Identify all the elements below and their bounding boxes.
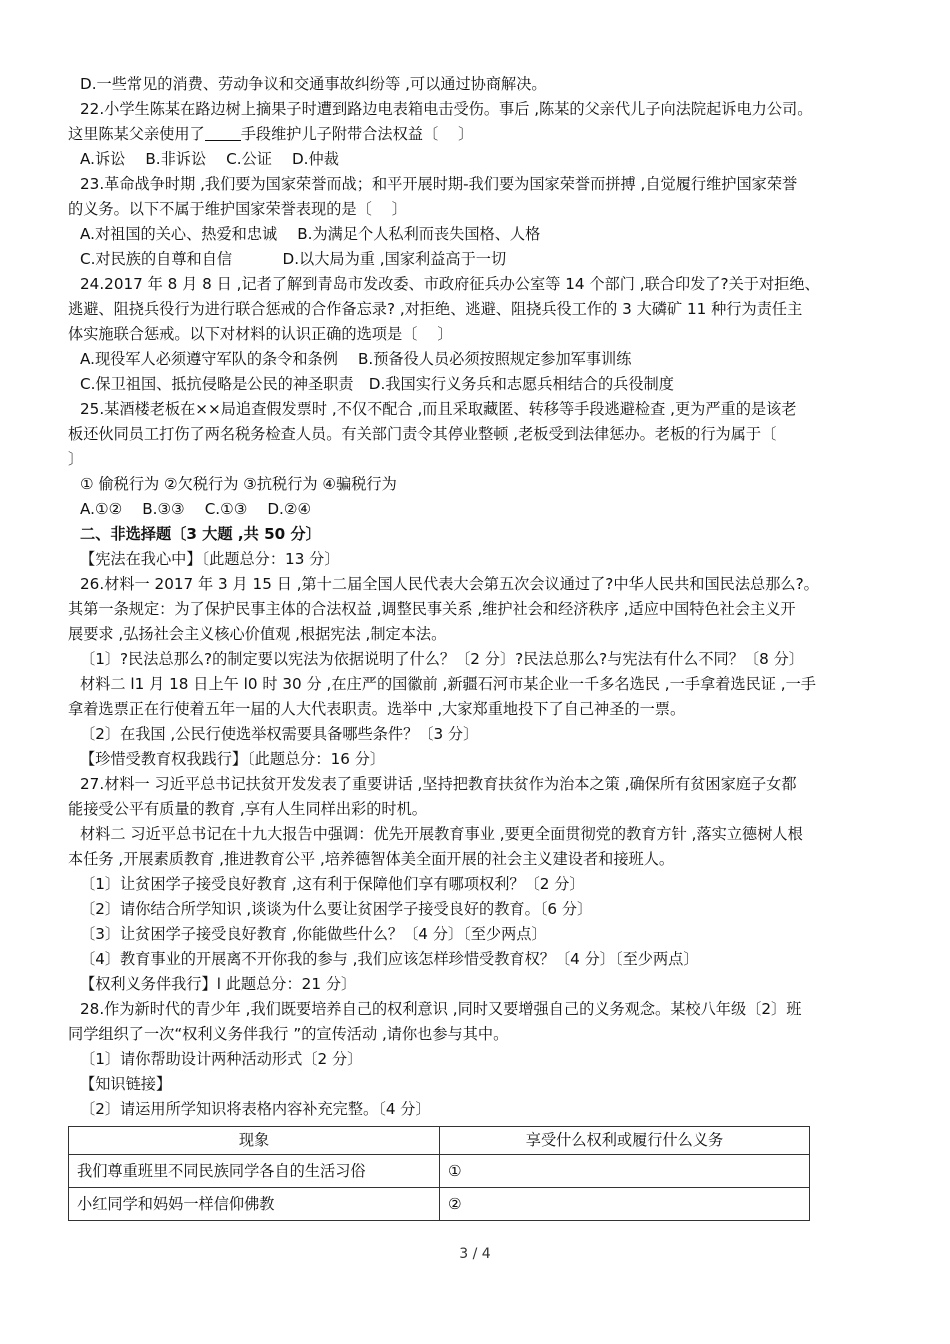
table-cell: 小红同学和妈妈一样信仰佛教	[69, 1188, 440, 1221]
question-24-options-ab: A.现役军人必须遵守军队的条令和条例 B.预备役人员必须按照规定参加军事训练	[80, 350, 632, 368]
question-26-material-2-line-2: 拿着选票正在行使着五年一届的人大代表职责。选举中 ,大家郑重地投下了自己神圣的一票。	[68, 700, 686, 718]
question-27-sub-2: 〔2〕请你结合所学知识 ,谈谈为什么要让贫困学子接受良好的教育。〔6 分〕	[80, 900, 593, 918]
knowledge-table	[68, 1126, 810, 1221]
question-27-line-1: 27.材料一 习近平总书记扶贫开发发表了重要讲话 ,坚持把教育扶贫作为治本之策 ,确保所有贫困家庭子女都	[80, 775, 797, 793]
question-22-line-2	[68, 122, 898, 147]
table-header-rights-duties: 享受什么权利或履行什么义务	[440, 1127, 810, 1155]
fill-in-blank	[205, 124, 241, 141]
question-22-line-1: 22.小学生陈某在路边树上摘果子时遭到路边电表箱电击受伤。事后 ,陈某的父亲代儿子向法院起诉电力公司。	[80, 100, 813, 118]
question-22-pre: 这里陈某父亲使用了	[68, 125, 205, 143]
question-26-line-2: 其第一条规定：为了保护民事主体的合法权益 ,调整民事关系 ,维护社会和经济秩序 ,适应中国特色社会主义开	[68, 600, 796, 618]
question-27-material-2-line-1: 材料二 习近平总书记在十九大报告中强调：优先开展教育事业 ,要更全面贯彻党的教育方针 ,落实立德树人根	[80, 825, 803, 843]
question-27-sub-3: 〔3〕让贫困学子接受良好教育 ,你能做些什么？〔4 分〕〔至少两点〕	[80, 925, 547, 943]
question-22-options: A.诉讼 B.非诉讼 C.公证 D.仲裁	[80, 150, 339, 168]
table-cell-answer: ①	[440, 1155, 810, 1188]
question-26-sub-1: 〔1〕?民法总那么?的制定要以宪法为依据说明了什么？〔2 分〕?民法总那么?与宪法有什么不同？〔8 分〕	[80, 650, 804, 668]
table-row	[69, 1188, 810, 1221]
question-23-line-2: 的义务。以下不属于维护国家荣誉表现的是〔 〕	[68, 200, 407, 218]
question-24-line-2: 逃避、阻挠兵役行为进行联合惩戒的合作备忘录? ,对拒绝、逃避、阻挠兵役工作的 3 大磷矿 11 种行为责任主	[68, 300, 803, 318]
question-24-options-cd: C.保卫祖国、抵抗侵略是公民的神圣职责 D.我国实行义务兵和志愿兵相结合的兵役制度	[80, 375, 674, 393]
question-27-line-2: 能接受公平有质量的教育 ,享有人生同样出彩的时机。	[68, 800, 427, 818]
question-25-line-1: 25.某酒楼老板在××局追查假发票时 ,不仅不配合 ,而且采取藏匿、转移等手段逃避检查 ,更为严重的是该老	[80, 400, 797, 418]
table-cell: 我们尊重班里不同民族同学各自的生活习俗	[69, 1155, 440, 1188]
table-cell-answer: ②	[440, 1188, 810, 1221]
question-25-line-2: 板还伙同员工打伤了两名税务检查人员。有关部门责令其停业整顿 ,老板受到法律惩办。老板的行为属于〔	[68, 425, 777, 443]
table-header-phenomenon: 现象	[69, 1127, 440, 1155]
question-25-line-3: 〕	[68, 450, 84, 468]
question-26-line-1: 26.材料一 2017 年 3 月 15 日 ,第十二届全国人民代表大会第五次会议通过了?中华人民共和国民法总那么?。	[80, 575, 819, 593]
question-28-sub-2: 〔2〕请运用所学知识将表格内容补充完整。〔4 分〕	[80, 1100, 431, 1118]
table-header-row	[69, 1127, 810, 1155]
question-25-choices: ① 偷税行为 ②欠税行为 ③抗税行为 ④骗税行为	[80, 475, 397, 493]
question-26-line-3: 展要求 ,弘扬社会主义核心价值观 ,根据宪法 ,制定本法。	[68, 625, 447, 643]
question-23-options-cd: C.对民族的自尊和自信 D.以大局为重 ,国家利益高于一切	[80, 250, 507, 268]
question-24-line-3: 体实施联合惩戒。以下对材料的认识正确的选项是〔 〕	[68, 325, 453, 343]
section-2-heading: 二、非选择题〔3 大题 ,共 50 分〕	[80, 525, 321, 543]
question-28-line-2: 同学组织了一次“权利义务伴我行 ”的宣传活动 ,请你也参与其中。	[68, 1025, 509, 1043]
question-28-line-1: 28.作为新时代的青少年 ,我们既要培养自己的权利意识 ,同时又要增强自己的义务观念。某校八年级〔2〕班	[80, 1000, 802, 1018]
table-row	[69, 1155, 810, 1188]
question-27-material-2-line-2: 本任务 ,开展素质教育 ,推进教育公平 ,培养德智体美全面开展的社会主义建设者和接班人。	[68, 850, 675, 868]
question-26-sub-2: 〔2〕在我国 ,公民行使选举权需要具备哪些条件？〔3 分〕	[80, 725, 479, 743]
question-27-sub-1: 〔1〕让贫困学子接受良好教育 ,这有利于保障他们享有哪项权利？〔2 分〕	[80, 875, 585, 893]
question-27-sub-4: 〔4〕教育事业的开展离不开你我的参与 ,我们应该怎样珍惜受教育权？〔4 分〕〔至少两点〕	[80, 950, 699, 968]
question-24-line-1: 24.2017 年 8 月 8 日 ,记者了解到青岛市发改委、市政府征兵办公室等 14 个部门 ,联合印发了?关于对拒绝、	[80, 275, 820, 293]
question-26-material-2-line-1: 材料二 l1 月 18 日上午 l0 时 30 分 ,在庄严的国徽前 ,新疆石河市某企业一千多名选民 ,一手拿着选民证 ,一手	[80, 675, 816, 693]
option-d-line: D.一些常见的消费、劳动争议和交通事故纠纷等 ,可以通过协商解决。	[80, 75, 547, 93]
question-28-sub-1: 〔1〕请你帮助设计两种活动形式〔2 分〕	[80, 1050, 363, 1068]
question-23-line-1: 23.革命战争时期 ,我们要为国家荣誉而战；和平开展时期-我们要为国家荣誉而拼搏 ,自觉履行维护国家荣誉	[80, 175, 798, 193]
part-2-heading: 【珍惜受教育权我践行】〔此题总分：16 分〕	[80, 750, 386, 768]
question-25-options: A.①② B.③③ C.①③ D.②④	[80, 500, 312, 518]
page-number: 3 / 4	[459, 1246, 491, 1262]
part-3-heading: 【权利义务伴我行】l 此题总分：21 分〕	[80, 975, 357, 993]
part-1-heading: 【宪法在我心中】〔此题总分：13 分〕	[80, 550, 340, 568]
knowledge-link-heading: 【知识链接】	[80, 1075, 172, 1093]
question-23-options-ab: A.对祖国的关心、热爱和忠诚 B.为满足个人私利而丧失国格、人格	[80, 225, 541, 243]
document-body	[68, 72, 898, 1221]
question-22-post: 手段维护儿子附带合法权益〔 〕	[240, 125, 474, 143]
